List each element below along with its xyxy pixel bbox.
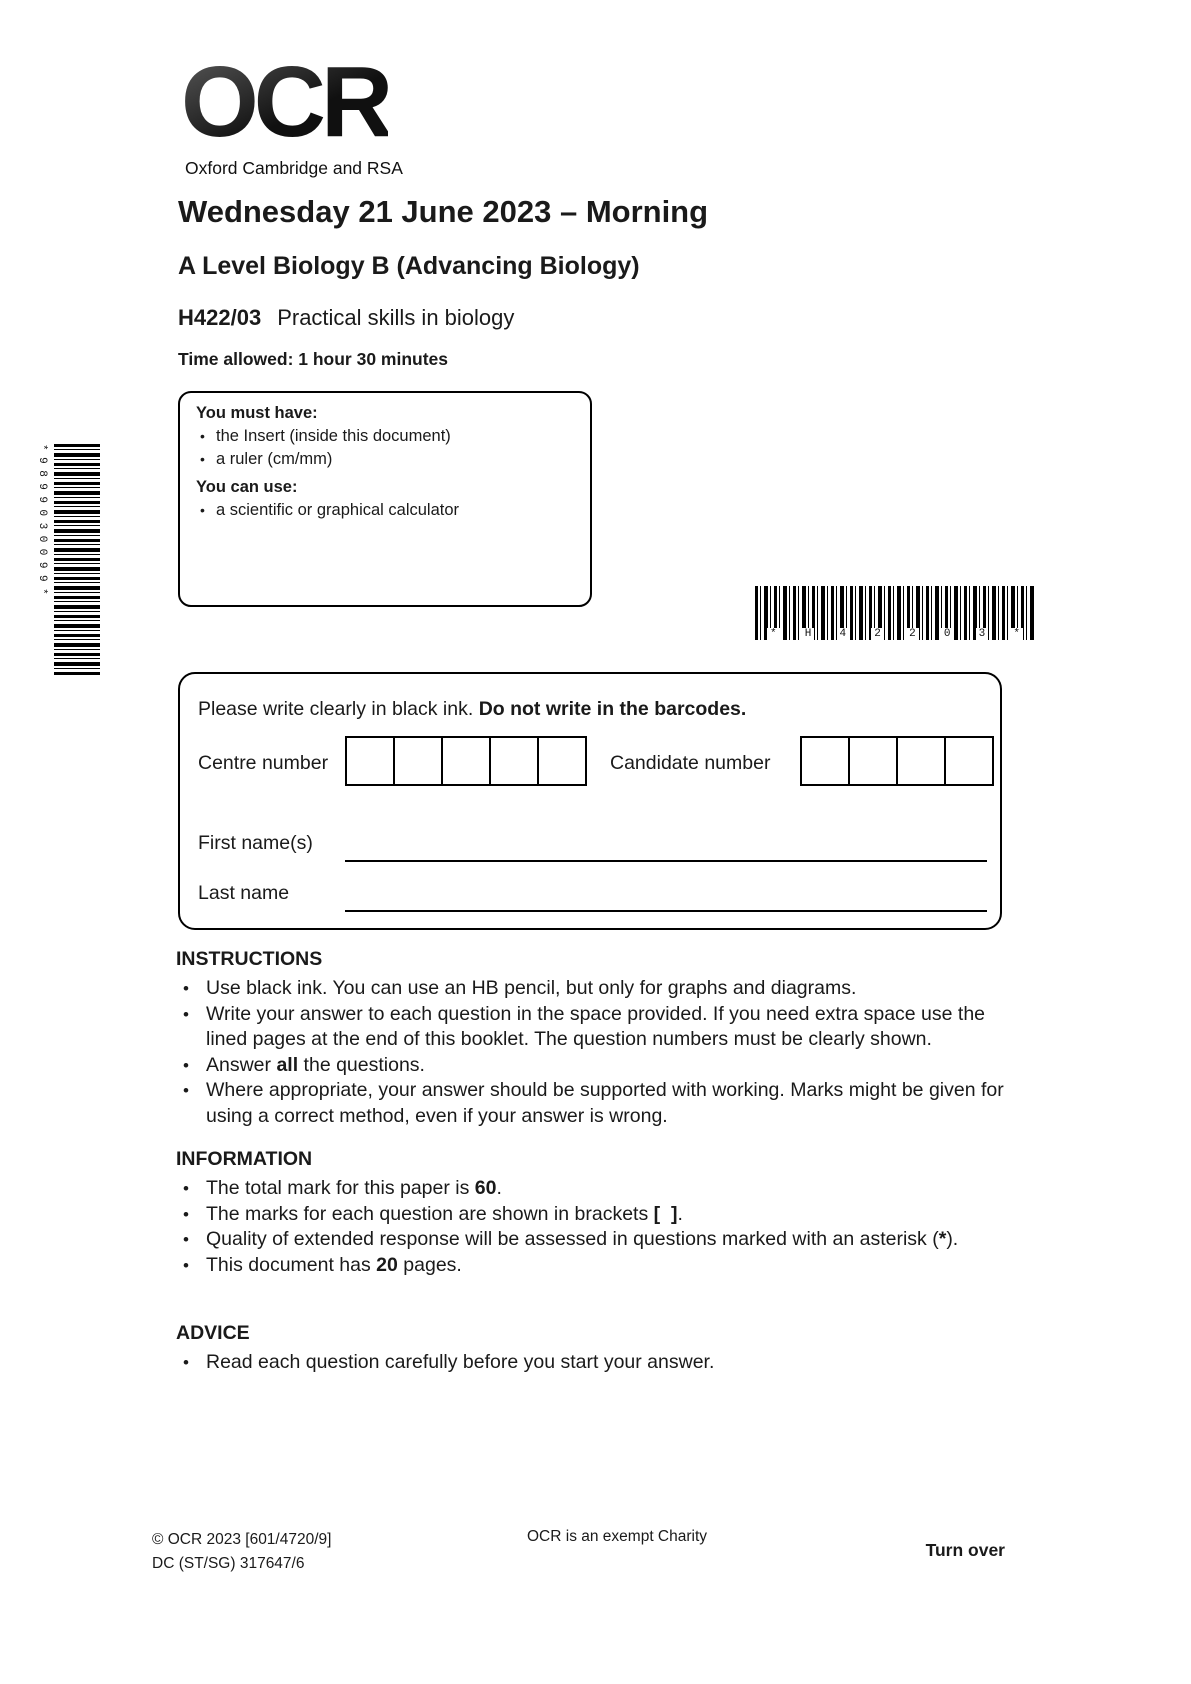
- can-use-label: You can use:: [196, 478, 298, 496]
- paper-code: H422/03: [178, 305, 262, 330]
- centre-number-cell: [345, 736, 395, 786]
- last-name-line: [345, 910, 987, 912]
- footer-doc-code: DC (ST/SG) 317647/6: [152, 1555, 305, 1572]
- paper-barcode: [755, 586, 1035, 640]
- instructions-heading: INSTRUCTIONS: [176, 948, 323, 970]
- can-use-item: • a scientific or graphical calculator: [196, 499, 574, 522]
- qualification-title: A Level Biology B (Advancing Biology): [178, 252, 640, 280]
- footer-copyright: © OCR 2023 [601/4720/9]: [152, 1531, 332, 1548]
- information-list: [176, 1176, 1009, 1278]
- instruction-item: [176, 1078, 1009, 1129]
- advice-item: [176, 1350, 1009, 1376]
- item-text: This document has: [206, 1253, 377, 1276]
- instructions-section: [176, 948, 1009, 1129]
- candidate-details-box: [178, 672, 1002, 930]
- turn-over-label: Turn over: [925, 1540, 1005, 1560]
- item-text: the questions.: [298, 1053, 425, 1076]
- item-text: The marks for each question are shown in brackets: [206, 1202, 654, 1225]
- advice-heading: ADVICE: [176, 1322, 250, 1344]
- item-text: Write your answer to each question in the space provided. If you need extra space use the lined pages at the end of this booklet. The question numbers must be clearly shown.: [206, 1002, 986, 1050]
- ocr-logo-tagline: Oxford Cambridge and RSA: [185, 158, 403, 178]
- candidate-number-grid: [800, 736, 994, 786]
- item-text: Quality of extended response will be assessed in questions marked with an asterisk (: [206, 1228, 939, 1250]
- barcode-char: 4: [837, 628, 850, 640]
- barcode-char: 2: [906, 628, 919, 640]
- barcode-char: 0: [941, 628, 954, 640]
- centre-number-grid: [345, 736, 587, 786]
- exam-date-title: Wednesday 21 June 2023 – Morning: [178, 194, 709, 229]
- centre-number-cell: [537, 736, 587, 786]
- footer-charity: OCR is an exempt Charity: [527, 1528, 708, 1545]
- must-have-label: You must have:: [196, 404, 318, 422]
- item-text: The total mark for this paper is: [206, 1177, 475, 1199]
- vertical-barcode-text: *9899030099*: [36, 444, 48, 602]
- can-use-list: [196, 499, 574, 522]
- information-item: [176, 1202, 1009, 1228]
- first-name-line: [345, 860, 987, 862]
- item-text: .: [496, 1177, 502, 1199]
- candidate-number-cell: [848, 736, 898, 786]
- paper-barcode-text: [755, 628, 1035, 640]
- time-allowed: Time allowed: 1 hour 30 minutes: [178, 349, 449, 369]
- intro-bold-text: Do not write in the barcodes.: [478, 698, 747, 720]
- must-have-item: • a ruler (cm/mm): [196, 448, 574, 471]
- information-item: [176, 1176, 1009, 1202]
- item-text: ).: [946, 1228, 959, 1250]
- item-bold: 20: [376, 1253, 398, 1276]
- item-bold: all: [276, 1053, 299, 1076]
- barcode-char: H: [802, 628, 815, 640]
- item-bold: *: [938, 1228, 947, 1250]
- instruction-item: [176, 976, 1009, 1002]
- barcode-char: *: [1010, 628, 1023, 640]
- barcode-char: 2: [871, 628, 884, 640]
- centre-number-cell: [489, 736, 539, 786]
- item-text: Where appropriate, your answer should be supported with working. Marks might be given for using a correct method, even if your answer is wrong.: [206, 1079, 1004, 1127]
- first-name-label: First name(s): [198, 832, 313, 854]
- advice-section: [176, 1322, 1009, 1376]
- intro-text: Please write clearly in black ink.: [198, 698, 479, 720]
- must-have-item: • the Insert (inside this document): [196, 425, 574, 448]
- centre-number-cell: [393, 736, 443, 786]
- barcode-char: *: [767, 628, 780, 640]
- item-text: Answer: [206, 1053, 277, 1076]
- information-item: [176, 1227, 1009, 1253]
- information-item: [176, 1253, 1009, 1279]
- paper-title: Practical skills in biology: [277, 305, 515, 330]
- centre-number-label: Centre number: [198, 752, 329, 774]
- information-section: [176, 1148, 1009, 1278]
- information-heading: INFORMATION: [176, 1148, 313, 1170]
- paper-code-line: [178, 305, 514, 331]
- candidate-number-cell: [944, 736, 994, 786]
- candidate-box-intro: [198, 698, 746, 721]
- instructions-list: [176, 976, 1009, 1129]
- ocr-logo: OCR: [181, 46, 389, 158]
- item-text: .: [677, 1202, 683, 1225]
- vertical-barcode-bars: [54, 444, 100, 676]
- footer-left: [152, 1528, 331, 1576]
- item-text: pages.: [397, 1253, 462, 1276]
- materials-box: [178, 391, 592, 607]
- candidate-number-label: Candidate number: [610, 752, 771, 774]
- candidate-number-cell: [800, 736, 850, 786]
- item-text: Use black ink. You can use an HB pencil, but only for graphs and diagrams.: [206, 977, 857, 999]
- advice-list: [176, 1350, 1009, 1376]
- last-name-label: Last name: [198, 882, 290, 904]
- item-bold: [ ]: [653, 1202, 678, 1225]
- instruction-item: [176, 1002, 1009, 1053]
- item-bold: 60: [474, 1177, 497, 1199]
- vertical-barcode: [38, 444, 100, 676]
- must-have-list: [196, 425, 574, 470]
- candidate-number-cell: [896, 736, 946, 786]
- centre-number-cell: [441, 736, 491, 786]
- barcode-char: 3: [976, 628, 989, 640]
- item-text: Read each question carefully before you start your answer.: [206, 1351, 715, 1373]
- instruction-item: [176, 1053, 1009, 1079]
